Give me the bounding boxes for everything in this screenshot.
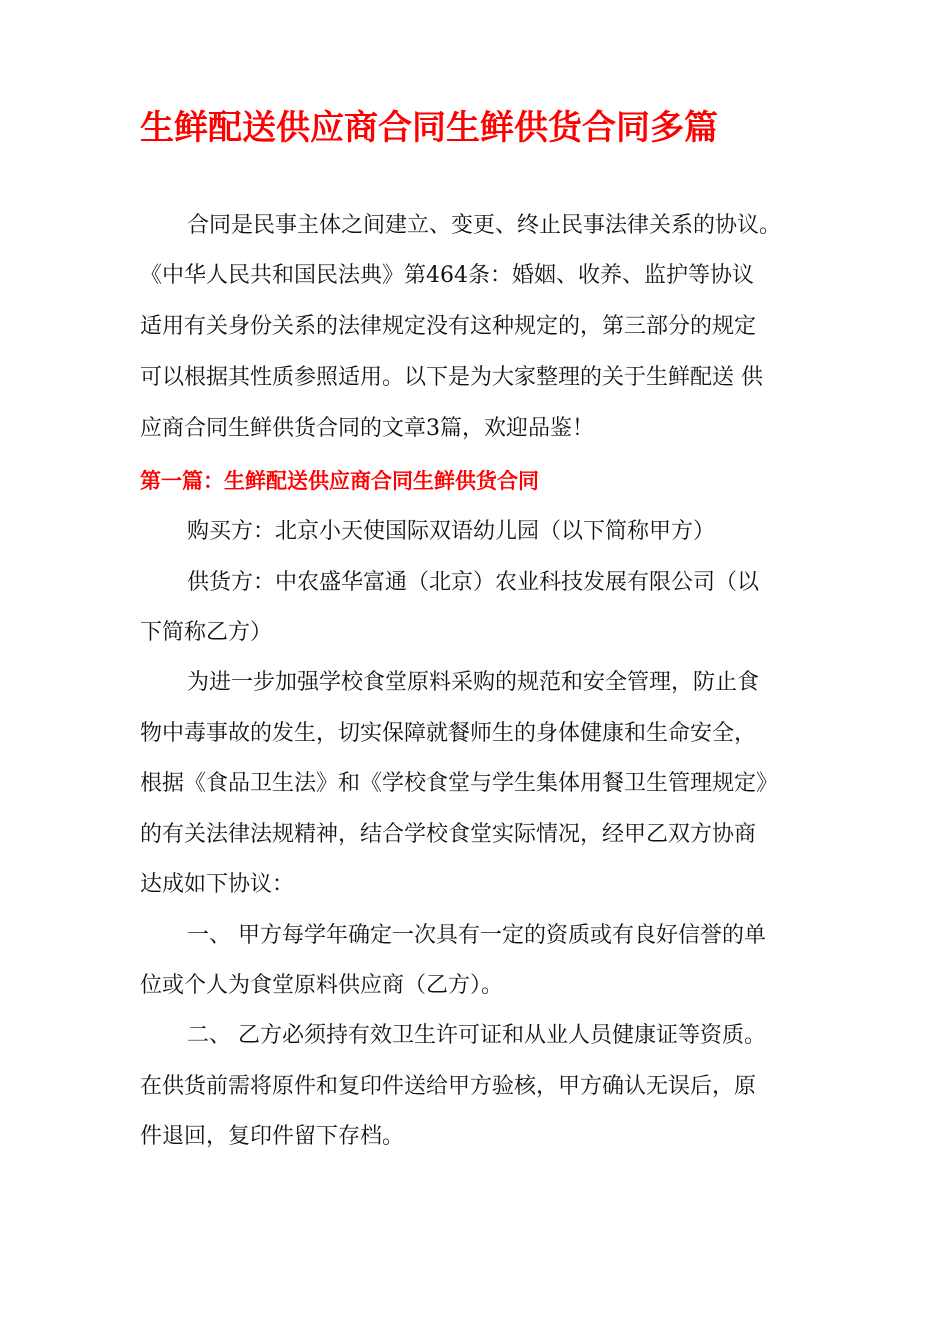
section-1-heading: 第一篇：生鲜配送供应商合同生鲜供货合同 xyxy=(140,469,539,493)
intro-line-4: 可以根据其性质参照适用。以下是为大家整理的关于生鲜配送 供 xyxy=(140,365,763,390)
purpose-line-2: 物中毒事故的发生，切实保障就餐师生的身体健康和生命安全， xyxy=(140,721,757,746)
clause-2-line-2: 在供货前需将原件和复印件送给甲方验核，甲方确认无误后，原 xyxy=(140,1074,757,1099)
purpose-line-5: 达成如下协议： xyxy=(140,872,295,897)
supplier-line-1: 供货方：中农盛华富通（北京）农业科技发展有限公司（以 xyxy=(187,570,760,595)
supplier-line-2: 下简称乙方） xyxy=(140,620,273,645)
buyer-line: 购买方：北京小天使国际双语幼儿园（以下简称甲方） xyxy=(187,519,716,544)
clause-1-line-2: 位或个人为食堂原料供应商（乙方）。 xyxy=(140,973,504,998)
intro-line-2: 《中华人民共和国民法典》第464条：婚姻、收养、监护等协议 xyxy=(140,263,754,288)
purpose-line-4: 的有关法律法规精神，结合学校食堂实际情况，经甲乙双方协商 xyxy=(140,822,757,847)
clause-1-line-1: 一、 甲方每学年确定一次具有一定的资质或有良好信誉的单 xyxy=(187,923,766,948)
purpose-line-1: 为进一步加强学校食堂原料采购的规范和安全管理，防止食 xyxy=(187,670,760,695)
document-title: 生鲜配送供应商合同生鲜供货合同多篇 xyxy=(140,108,718,148)
intro-line-1: 合同是民事主体之间建立、变更、终止民事法律关系的协议。 xyxy=(187,213,782,238)
purpose-line-3: 根据《食品卫生法》和《学校食堂与学生集体用餐卫生管理规定》 xyxy=(140,771,779,796)
clause-2-line-3: 件退回，复印件留下存档。 xyxy=(140,1124,405,1149)
intro-line-5: 应商合同生鲜供货合同的文章3篇，欢迎品鉴！ xyxy=(140,416,594,441)
intro-line-3: 适用有关身份关系的法律规定没有这种规定的，第三部分的规定 xyxy=(140,314,757,339)
clause-2-line-1: 二、 乙方必须持有效卫生许可证和从业人员健康证等资质。 xyxy=(187,1023,766,1048)
